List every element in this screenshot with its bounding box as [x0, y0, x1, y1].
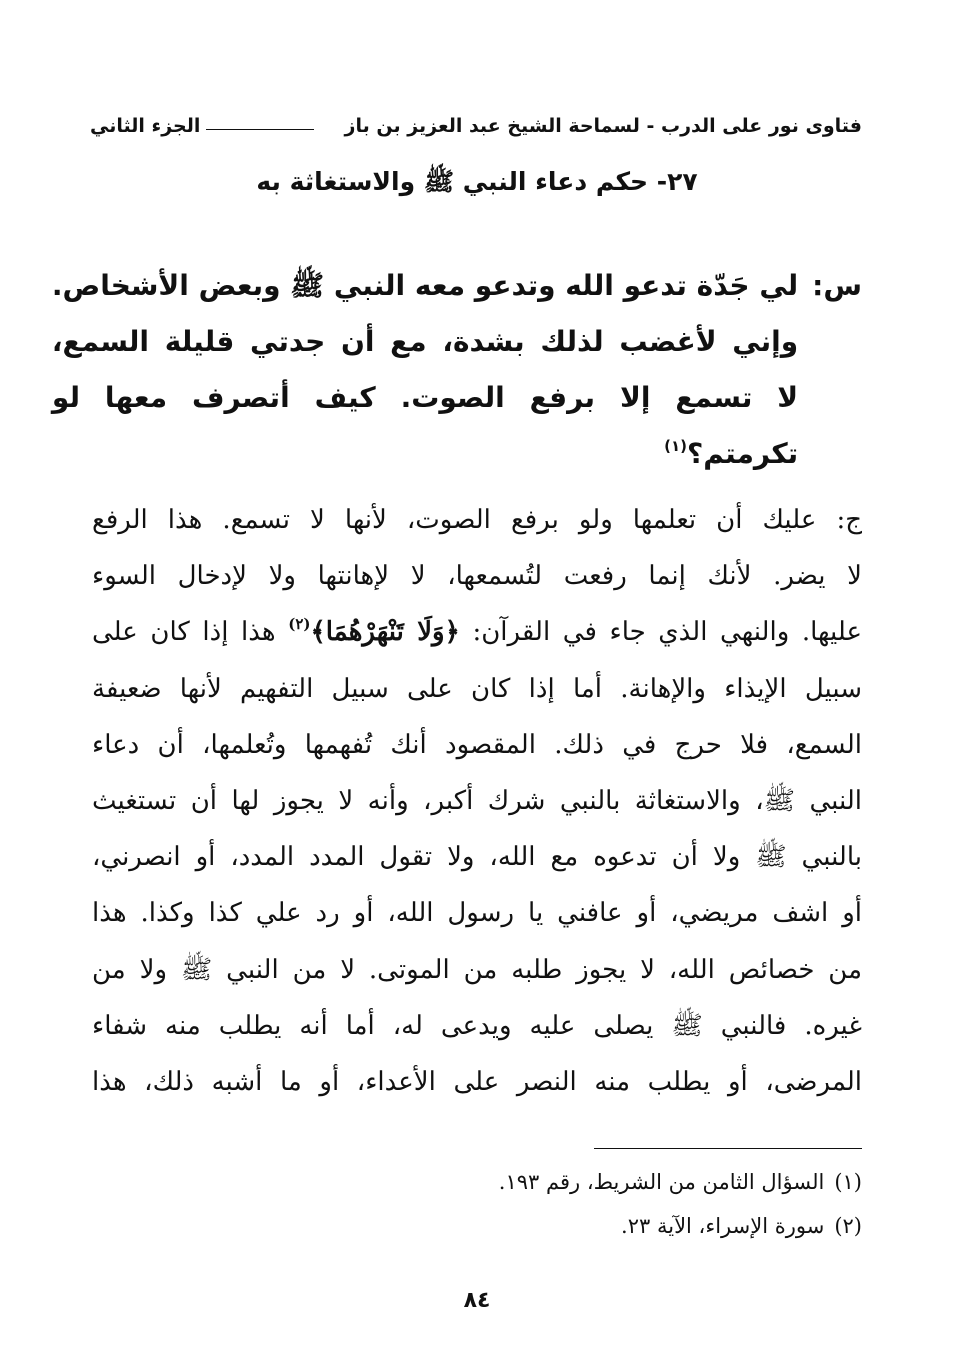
question-text	[52, 258, 798, 482]
running-header-book-title: فتاوى نور على الدرب - لسماحة الشيخ عبد العزيز بن باز	[344, 115, 862, 137]
question-line: لي جَدّة تدعو الله وتدعو معه النبي ﷺ وبعض الأشخاص.	[51, 269, 799, 302]
answer-line-quran	[92, 604, 862, 660]
footnote-number: (٢)	[834, 1214, 862, 1238]
answer-line: لا يضر. لأنك إنما رفعت لتُسمعها، لا لإهانتها ولا لإدخال السوء	[92, 561, 862, 592]
footnote-ref-2[interactable]: (٢)	[288, 615, 311, 634]
answer-line: غيره. فالنبي ﷺ يصلى عليه ويدعى له، أما أنه يطلب منه شفاء	[92, 1010, 862, 1041]
question-label: س:	[812, 269, 862, 302]
footnote-1	[200, 1160, 862, 1204]
answer-line: أو اشف مريضي، أو عافني يا رسول الله، أو رد علي كذا وكذا. هذا	[92, 898, 862, 929]
question-line: وإني لأغضب لذلك بشدة، مع أن جدتي قليلة السمع،	[51, 325, 799, 358]
footnotes	[200, 1160, 862, 1248]
running-header-volume: الجزء الثاني	[90, 115, 201, 137]
answer-line: النبي ﷺ، والاستغاثة بالنبي شرك أكبر، وأنه لا يجوز لها أن تستغيث	[92, 785, 862, 816]
header-rule	[206, 129, 314, 130]
question-line: لا تسمع إلا برفع الصوت. كيف أتصرف معها لو	[51, 381, 799, 414]
page-number: ٨٤	[463, 1288, 491, 1313]
question-block	[51, 258, 862, 482]
running-header	[90, 110, 862, 142]
answer-line: المرضى، أو يطلب منه النصر على الأعداء، أو ما أشبه ذلك، هذا	[92, 1066, 862, 1097]
footnote-ref-1[interactable]: (١)	[664, 437, 687, 455]
footnote-text: السؤال الثامن من الشريط، رقم ١٩٣.	[498, 1170, 825, 1194]
quran-verse: ﴿وَلَا تَنْهَرْهُمَا﴾	[310, 617, 460, 648]
answer-line: من خصائص الله، لا يجوز طلبه من الموتى. لا من النبي ﷺ ولا من	[92, 954, 862, 985]
answer-text: عليها. والنهي الذي جاء في القرآن:	[472, 617, 862, 648]
answer-line: ج: عليك أن تعلمها ولو برفع الصوت، لأنها لا تسمع. هذا الرفع	[92, 505, 862, 535]
answer-line: السمع، فلا حرج في ذلك. المقصود أنك تُفهمها وتُعلمها، أن دعاء	[92, 729, 862, 760]
footnote-2	[200, 1204, 862, 1248]
footnote-number: (١)	[834, 1170, 862, 1194]
question-line-last	[52, 426, 798, 482]
answer-block	[92, 492, 862, 1110]
running-header-volume-group	[90, 115, 314, 137]
question-line-text: تكرمتم؟	[686, 437, 799, 470]
answer-line: بالنبي ﷺ ولا أن تدعوه مع الله، ولا تقول المدد المدد، أو انصرني،	[92, 842, 862, 873]
footnote-text: سورة الإسراء، الآية ٢٣.	[621, 1214, 825, 1238]
chapter-title: ٢٧- حكم دعاء النبي ﷺ والاستغاثة به	[256, 167, 698, 196]
footnote-separator	[594, 1148, 862, 1149]
answer-line: سبيل الإيذاء والإهانة. أما إذا كان على سبيل التفهيم لأنها ضعيفة	[92, 673, 862, 704]
answer-text: هذا إذا كان على	[92, 617, 276, 648]
